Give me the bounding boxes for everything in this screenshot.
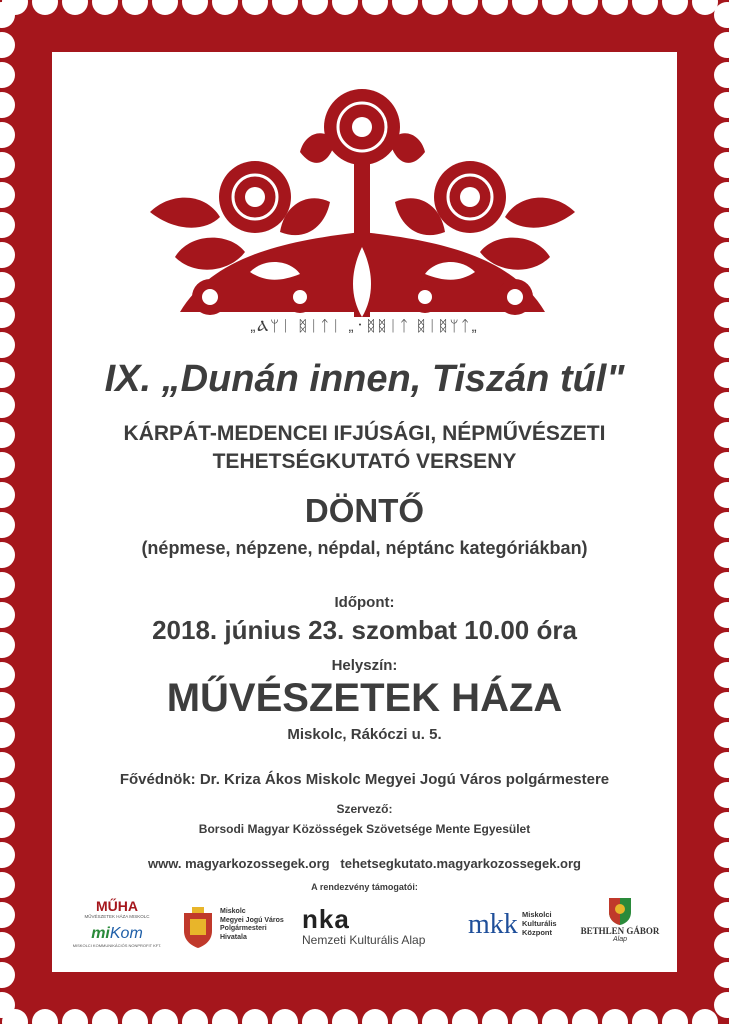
- city-line-4: Hivatala: [220, 933, 247, 941]
- supporters-label: A rendezvény támogatói:: [311, 882, 418, 892]
- place-address: Miskolc, Rákóczi u. 5.: [287, 726, 442, 743]
- time-label: Időpont:: [334, 594, 395, 611]
- subtitle-line-2: TEHETSÉGKUTATÓ VERSENY: [212, 450, 517, 473]
- event-title: IX. „Dunán innen, Tiszán túl": [104, 358, 625, 400]
- organizer-name: Borsodi Magyar Közösségek Szövetsége Mente Egyesület: [198, 822, 531, 836]
- bethlen-sub: Alap: [612, 936, 627, 943]
- mkk-mark: mkk: [468, 909, 518, 940]
- bethlen-shield-icon: [607, 896, 633, 926]
- nka-name: Nemzeti Kulturális Alap: [302, 933, 426, 947]
- mkk-line-1: Miskolci: [522, 910, 552, 919]
- organizer-label: Szervező:: [336, 802, 393, 816]
- mikom-logo-sub: MISKOLCI KOMMUNIKÁCIÓS NONPROFIT KFT.: [72, 943, 162, 948]
- city-line-3: Polgármesteri: [220, 925, 267, 932]
- nka-mark: nka: [302, 904, 350, 934]
- muha-logo-text: MŰHA: [96, 898, 138, 914]
- folk-ornament-icon: [150, 82, 575, 332]
- sponsor-bethlen: [580, 896, 660, 943]
- sponsor-mkk: [468, 908, 573, 948]
- coat-of-arms-icon: [180, 905, 216, 949]
- websites[interactable]: www. magyarkozossegek.org tehetsegkutato.magyarkozossegek.org: [148, 856, 581, 871]
- sponsor-muha: [72, 898, 162, 948]
- time-value: 2018. június 23. szombat 10.00 óra: [152, 615, 577, 645]
- mkk-line-2: Kulturális: [522, 919, 557, 928]
- sponsor-city: [180, 905, 295, 949]
- city-line-1: Miskolc: [220, 908, 246, 915]
- categories-text: (népmese, népzene, népdal, néptánc kategóriákban): [141, 538, 588, 558]
- mikom-logo-b: Kom: [109, 925, 143, 942]
- stage-heading: DÖNTŐ: [304, 492, 425, 529]
- subtitle-line-1: KÁRPÁT-MEDENCEI IFJÚSÁGI, NÉPMŰVÉSZETI: [123, 422, 606, 445]
- runic-motto: „Ⲁᛘᛁ ᛥᛁᛏᛁ „᛫ᛥᛥᛁᛏ ᛥᛁᛥᛘᛏ„: [250, 318, 479, 335]
- place-name: MŰVÉSZETEK HÁZA: [166, 676, 563, 720]
- mkk-line-3: Központ: [522, 928, 552, 937]
- bethlen-name: BETHLEN GÁBOR: [580, 926, 660, 936]
- muha-logo-sub: MŰVÉSZETEK HÁZA MISKOLC: [84, 914, 150, 919]
- mikom-logo-a: mi: [91, 925, 110, 942]
- place-label: Helyszín:: [331, 657, 398, 674]
- patron-text: Fővédnök: Dr. Kriza Ákos Miskolc Megyei Jogú Város polgármestere: [119, 771, 610, 788]
- city-line-2: Megyei Jogú Város: [220, 916, 284, 924]
- sponsor-nka: [302, 905, 462, 947]
- mikom-logo: [72, 925, 162, 943]
